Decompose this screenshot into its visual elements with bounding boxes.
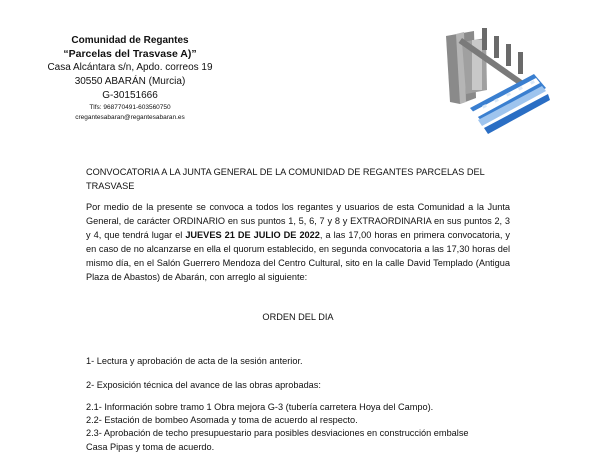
org-name: Comunidad de Regantes bbox=[71, 35, 189, 46]
agenda-subitem-2-1: 2.1- Información sobre tramo 1 Obra mejora G-3 (tubería carretera Hoya del Campo). bbox=[86, 402, 434, 412]
cif-number: G-30151666 bbox=[102, 90, 158, 101]
organization-logo bbox=[442, 28, 552, 136]
paragraph-part1: Por medio de la presente se convoca a todos los regantes y usuarios de esta Comunidad a la Junta General, de carácter ORDINARIO en sus puntos 1, 5, 6, 7 y 8 y EXTRAORDINARIA en sus puntos 2, 3 y 4, que tendrá lugar el bbox=[86, 202, 510, 240]
agenda-item-1: 1- Lectura y aprobación de acta de la sesión anterior. bbox=[86, 356, 303, 366]
agenda-subitem-2-3: 2.3- Aprobación de techo presupuestario para posibles desviaciones en construcción embalse bbox=[86, 428, 469, 439]
agenda-title: ORDEN DEL DIA bbox=[262, 312, 334, 322]
convocatoria-paragraph bbox=[86, 200, 510, 284]
agenda-subitem-2-3-cont: Casa Pipas y toma de acuerdo. bbox=[86, 441, 215, 452]
agenda-subitem-2-2: 2.2- Estación de bombeo Asomada y toma de acuerdo al respecto. bbox=[86, 415, 358, 426]
phone-numbers: Tlfs: 968770491-603560750 bbox=[89, 104, 171, 111]
convocatoria-heading: CONVOCATORIA A LA JUNTA GENERAL DE LA COMUNIDAD DE REGANTES PARCELAS DEL TRASVASE bbox=[86, 167, 485, 191]
email-address: cregantesabaran@regantesabaran.es bbox=[75, 114, 185, 121]
address: Casa Alcántara s/n, Apdo. correos 19 bbox=[47, 62, 213, 73]
letterhead bbox=[40, 34, 220, 123]
org-subname: “Parcelas del Trasvase A)” bbox=[63, 48, 197, 60]
paragraph-part2: , a las 17,00 horas en primera convocatoria, y en caso de no alcanzarse en ella el quorum establecido, en segunda convocatoria a las 17,30 horas del mismo día, en el Salón Guerrero Mendoza del Centro Cultural, sito en la calle David Templado (Antigua Plaza de Abastos) de Abarán, con arreglo al siguiente: bbox=[86, 230, 510, 282]
agenda-item-2: 2- Exposición técnica del avance de las obras aprobadas: bbox=[86, 380, 321, 390]
postal-address: 30550 ABARÁN (Murcia) bbox=[74, 76, 186, 87]
meeting-date: JUEVES 21 DE JULIO DE 2022 bbox=[185, 230, 320, 240]
